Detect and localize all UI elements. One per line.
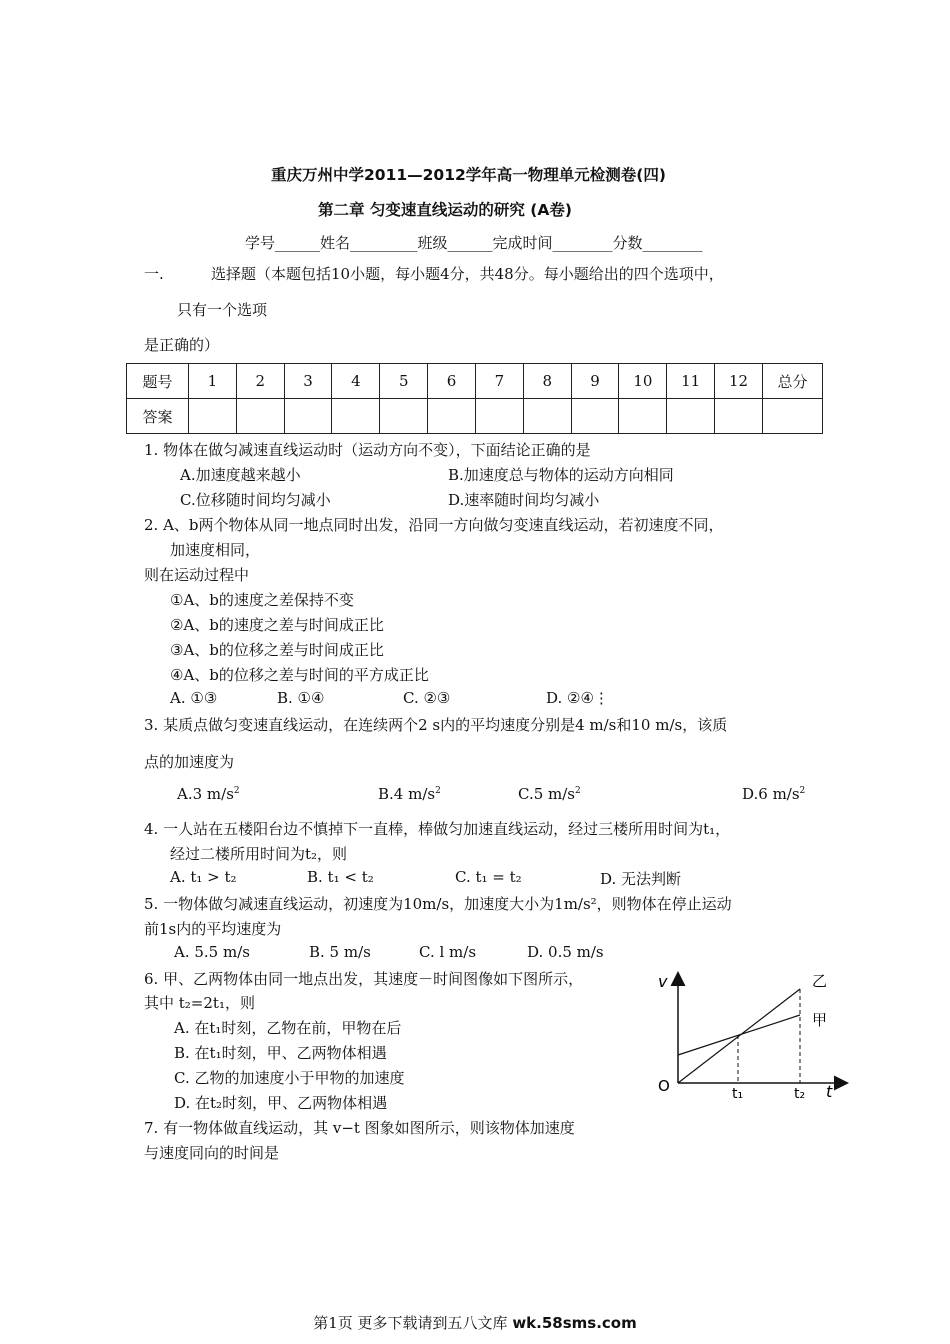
question-4-option-c: C. t₁ = t₂ (455, 868, 522, 886)
answer-table-answer-row (127, 399, 823, 434)
question-3-option-a: A.3 $m/s^2$ (177, 785, 240, 803)
section-instructions-cont2: 是正确的） (144, 336, 220, 354)
table-cell: 4 (332, 364, 380, 399)
question-1-option-d: D.速率随时间均匀减小 (448, 491, 600, 509)
answer-cell[interactable] (332, 399, 380, 434)
v-axis-label: v (658, 972, 668, 991)
line-yi (678, 989, 800, 1083)
table-cell: 5 (380, 364, 428, 399)
question-2-option-d: D. ②④⋮ (546, 689, 609, 707)
question-5-option-d: D. 0.5 m/s (527, 943, 604, 961)
question-2-stem: 2. A、b两个物体从同一地点同时出发，沿同一方向做匀变速直线运动，若初速度不同， (144, 516, 724, 534)
question-2-option-a: A. ①③ (170, 689, 218, 707)
page-footer (0, 1312, 950, 1333)
table-cell: 1 (189, 364, 237, 399)
question-2-stem-cont1: 加速度相同， (170, 541, 261, 559)
question-1-option-a: A.加速度越来越小 (180, 466, 301, 484)
section-instructions-cont1: 只有一个选项 (177, 301, 268, 319)
question-1-option-c: C.位移随时间均匀减小 (180, 491, 331, 509)
question-4-option-b: B. t₁ < t₂ (307, 868, 374, 886)
footer-site-link[interactable]: wk.58sms.com (512, 1314, 637, 1332)
question-6-option-d: D. 在t₂时刻，甲、乙两物体相遇 (174, 1094, 388, 1112)
question-5-stem-cont: 前1s内的平均速度为 (144, 920, 282, 938)
question-2-option-b: B. ①④ (277, 689, 325, 707)
answer-cell[interactable] (380, 399, 428, 434)
line-jia (678, 1015, 800, 1055)
footer-text: 第1页 更多下载请到五八文库 (313, 1314, 513, 1332)
question-4-option-d: D. 无法判断 (600, 870, 682, 888)
yi-label: 乙 (812, 972, 828, 990)
table-cell: 9 (571, 364, 619, 399)
question-2-statement-2: ②A、b的速度之差与时间成正比 (170, 616, 384, 634)
question-1-stem: 1. 物体在做匀减速直线运动时（运动方向不变），下面结论正确的是 (144, 441, 591, 459)
table-cell: 11 (667, 364, 715, 399)
question-6-option-b: B. 在t₁时刻，甲、乙两物体相遇 (174, 1044, 387, 1062)
table-cell: 2 (236, 364, 284, 399)
question-5-option-c: C. l m/s (419, 943, 477, 961)
question-3-stem-cont: 点的加速度为 (144, 753, 235, 771)
question-3-stem: 3. 某质点做匀变速直线运动，在连续两个2 s内的平均速度分别是4 m/s和10 m/s，该质 (144, 716, 728, 734)
question-6-option-a: A. 在t₁时刻，乙物在前，甲物在后 (174, 1019, 402, 1037)
answer-cell[interactable] (189, 399, 237, 434)
jia-label: 甲 (812, 1011, 828, 1029)
answer-cell[interactable] (763, 399, 823, 434)
table-cell: 总分 (763, 364, 823, 399)
question-2-statement-3: ③A、b的位移之差与时间成正比 (170, 641, 384, 659)
question-4-option-a: A. t₁ > t₂ (170, 868, 237, 886)
question-2-option-c: C. ②③ (403, 689, 451, 707)
table-cell: 3 (284, 364, 332, 399)
answer-table (126, 363, 823, 434)
answer-cell[interactable] (667, 399, 715, 434)
answer-table-header-row (127, 364, 823, 399)
table-cell: 10 (619, 364, 667, 399)
section-instructions: 选择题（本题包括10小题，每小题4分，共48分。每小题给出的四个选项中， (211, 265, 724, 283)
exam-title: 重庆万州中学2011—2012学年高一物理单元检测卷(四) (271, 166, 666, 184)
answer-cell[interactable] (475, 399, 523, 434)
answer-cell[interactable] (523, 399, 571, 434)
question-5-stem: 5. 一物体做匀减速直线运动，初速度为10m/s，加速度大小为1m/s²，则物体在停止运动 (144, 895, 732, 913)
question-3-option-c: C.5 $m/s^2$ (518, 785, 581, 803)
t-axis-label: t (826, 1082, 833, 1101)
question-6-stem-cont: 其中 t₂=2t₁，则 (144, 994, 255, 1012)
question-3-option-b: B.4 $m/s^2$ (378, 785, 441, 803)
exam-subtitle: 第二章 匀变速直线运动的研究 (A卷) (318, 201, 572, 219)
question-6-stem: 6. 甲、乙两物体由同一地点出发，其速度－时间图像如下图所示， (144, 970, 584, 988)
answer-cell[interactable] (428, 399, 476, 434)
origin-label: O (658, 1077, 670, 1095)
question-4-stem-cont: 经过二楼所用时间为t₂，则 (170, 845, 348, 863)
t1-label: t₁ (732, 1086, 744, 1102)
answer-cell[interactable] (571, 399, 619, 434)
answer-cell[interactable] (715, 399, 763, 434)
table-cell: 12 (715, 364, 763, 399)
answer-cell[interactable] (236, 399, 284, 434)
table-cell: 7 (475, 364, 523, 399)
question-1-option-b: B.加速度总与物体的运动方向相同 (448, 466, 674, 484)
velocity-time-graph (640, 960, 860, 1110)
question-2-statement-4: ④A、b的位移之差与时间的平方成正比 (170, 666, 429, 684)
table-cell: 题号 (127, 364, 189, 399)
table-cell: 答案 (127, 399, 189, 434)
section-number: 一. (144, 265, 164, 283)
question-2-statement-1: ①A、b的速度之差保持不变 (170, 591, 354, 609)
question-3-option-d: D.6 $m/s^2$ (742, 785, 806, 803)
answer-cell[interactable] (619, 399, 667, 434)
table-cell: 6 (428, 364, 476, 399)
question-7-stem-cont: 与速度同向的时间是 (144, 1144, 280, 1162)
question-6-option-c: C. 乙物的加速度小于甲物的加速度 (174, 1069, 405, 1087)
student-info-line: 学号______姓名_________班级______完成时间________分数________ (245, 234, 703, 252)
question-4-stem: 4. 一人站在五楼阳台边不慎掉下一直棒，棒做匀加速直线运动，经过三楼所用时间为t₁， (144, 820, 731, 838)
answer-cell[interactable] (284, 399, 332, 434)
question-7-stem: 7. 有一物体做直线运动，其 v−t 图象如图所示，则该物体加速度 (144, 1119, 575, 1137)
question-5-option-a: A. 5.5 m/s (174, 943, 250, 961)
question-2-stem-cont2: 则在运动过程中 (144, 566, 250, 584)
question-5-option-b: B. 5 m/s (309, 943, 371, 961)
table-cell: 8 (523, 364, 571, 399)
t2-label: t₂ (794, 1086, 806, 1102)
